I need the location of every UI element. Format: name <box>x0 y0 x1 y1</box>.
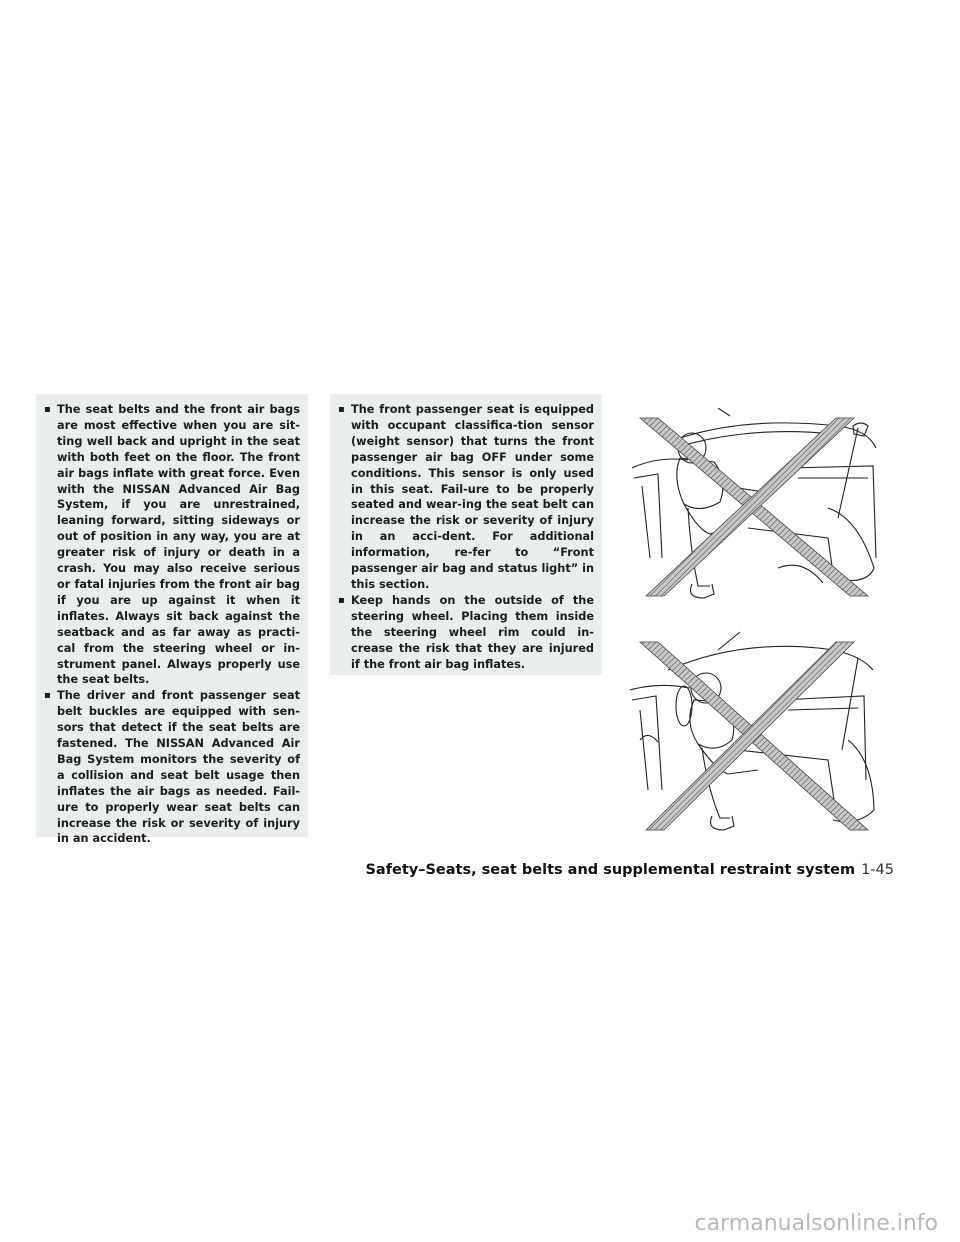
watermark: carmanualsonline.info <box>694 1211 938 1236</box>
footer-section-title: Safety–Seats, seat belts and supplemental restraint system <box>365 862 856 878</box>
bullet-list-right <box>330 394 602 672</box>
page-footer <box>365 862 894 878</box>
list-item: ▪ The seat belts and the front air bags are most effective when you are sit-ting well back and upright in the seat with both feet on the floor. The front air bags inflate with great force. Even with the NISSAN Advanced Air Bag System, if you are unrestrained, leaning forward, sitting sideways or out of position in any way, you are at greater risk of injury or death in a crash. You may also receive serious or fatal injuries from the front air bag if you are up against it when it inflates. Always sit back against the seatback and as far away as practi-cal from the steering wheel or in-strument panel. Always properly use the seat belts. <box>44 402 300 688</box>
illustration-leaning-forward <box>628 408 878 608</box>
illustration-hands-inside-wheel <box>628 630 878 844</box>
list-item: ▪ Keep hands on the outside of the steering wheel. Placing them inside the steering wheel rim could in-crease the risk that they are injured if the front air bag inflates. <box>338 593 594 673</box>
list-item: ▪ The front passenger seat is equipped with occupant classifica-tion sensor (weight sensor) that turns the front passenger air bag OFF under some conditions. This sensor is only used in this seat. Fail-ure to be properly seated and wear-ing the seat belt can increase the risk or severity of injury in an acci-dent. For additional information, re-fer to “Front passenger air bag and status light” in this section. <box>338 402 594 593</box>
list-item: ▪ The driver and front passenger seat belt buckles are equipped with sen-sors that detect if the seat belts are fastened. The NISSAN Advanced Air Bag System monitors the severity of a collision and seat belt usage then inflates the air bags as needed. Fail-ure to properly wear seat belts can increase the risk or severity of injury in an accident. <box>44 688 300 847</box>
page-number: 1-45 <box>861 862 894 878</box>
bullet-list-left <box>36 394 308 847</box>
warning-box-right <box>330 394 602 675</box>
warning-box-left <box>36 394 308 846</box>
